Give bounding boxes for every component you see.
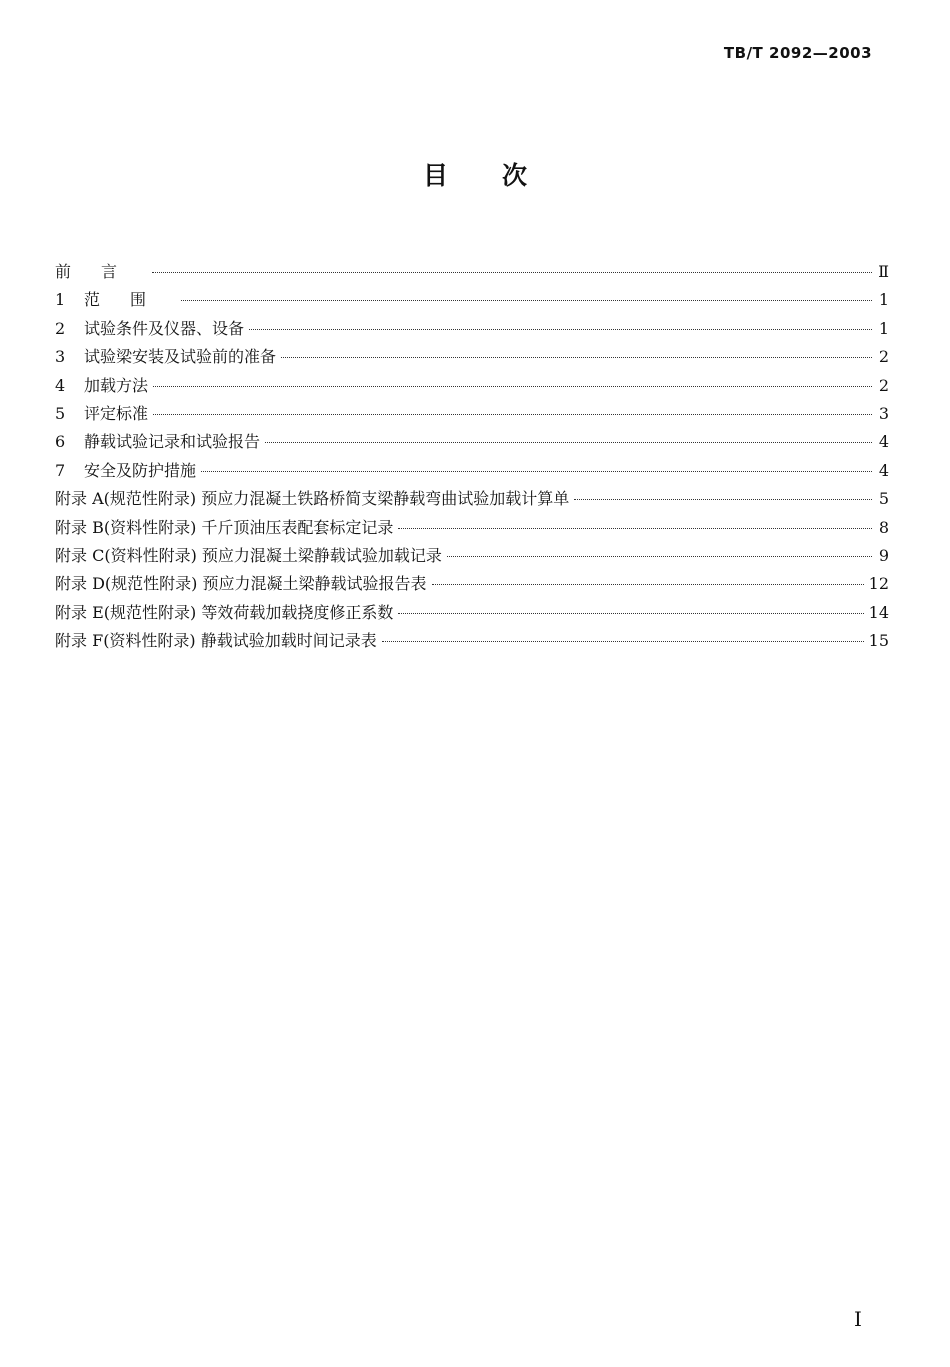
toc-entry-page: 2 <box>878 347 889 367</box>
toc-entry[interactable] <box>55 315 889 343</box>
toc-entry[interactable] <box>55 258 889 286</box>
toc-dot-leader <box>153 386 872 387</box>
toc-dot-leader <box>201 471 872 472</box>
toc-entry-page: 4 <box>878 460 889 480</box>
toc-dot-leader <box>281 357 872 358</box>
toc-entry-title: 前言 <box>55 262 148 281</box>
toc-entry-page: 1 <box>878 318 889 338</box>
toc-entry[interactable] <box>55 542 889 570</box>
toc-entry-page: 12 <box>868 574 889 594</box>
toc-dot-leader <box>398 613 863 614</box>
toc-entry-title: 附录 D(规范性附录) 预应力混凝土梁静载试验报告表 <box>55 574 427 594</box>
toc-dot-leader <box>265 442 872 443</box>
toc-title-char-2: 次 <box>502 161 528 190</box>
page-number: I <box>854 1307 862 1331</box>
toc-entry-title: 附录 F(资料性附录) 静载试验加载时间记录表 <box>55 631 377 651</box>
toc-list <box>55 258 889 655</box>
toc-dot-leader <box>153 414 872 415</box>
toc-dot-leader <box>432 584 864 585</box>
toc-entry-title: 附录 E(规范性附录) 等效荷载加载挠度修正系数 <box>55 602 394 622</box>
toc-entry-title: 静载试验记录和试验报告 <box>84 432 261 452</box>
toc-entry[interactable] <box>55 627 889 655</box>
toc-dot-leader <box>382 641 864 642</box>
toc-entry-title: 附录 B(资料性附录) 千斤顶油压表配套标定记录 <box>55 517 394 537</box>
toc-entry-title: 附录 A(规范性附录) 预应力混凝土铁路桥简支梁静载弯曲试验加载计算单 <box>55 489 570 509</box>
toc-entry[interactable] <box>55 372 889 400</box>
toc-entry-page: 14 <box>868 602 889 622</box>
toc-dot-leader <box>181 300 872 301</box>
toc-entry-number: 4 <box>55 375 66 395</box>
toc-dot-leader <box>152 272 872 273</box>
toc-entry[interactable] <box>55 514 889 542</box>
toc-title-char-1: 目 <box>422 161 448 190</box>
toc-entry-page: 8 <box>878 517 889 537</box>
standard-code: TB/T 2092—2003 <box>723 44 872 62</box>
toc-entry-page: 2 <box>878 375 889 395</box>
toc-entry-page: 15 <box>868 631 889 651</box>
toc-dot-leader <box>398 528 872 529</box>
toc-entry[interactable] <box>55 599 889 627</box>
toc-entry-page: 3 <box>878 403 889 423</box>
toc-entry-title: 评定标准 <box>84 403 149 423</box>
toc-dot-leader <box>447 556 872 557</box>
toc-entry-page: 9 <box>878 545 889 565</box>
toc-entry-number: 7 <box>55 460 66 480</box>
toc-dot-leader <box>574 499 872 500</box>
toc-entry[interactable] <box>55 485 889 513</box>
toc-entry-title: 范围 <box>84 290 177 310</box>
toc-entry[interactable] <box>55 286 889 314</box>
toc-dot-leader <box>249 329 872 330</box>
toc-entry-page: Ⅱ <box>878 262 889 281</box>
toc-entry[interactable] <box>55 428 889 456</box>
toc-entry-title: 加载方法 <box>84 375 149 395</box>
toc-entry[interactable] <box>55 343 889 371</box>
toc-entry-title: 附录 C(资料性附录) 预应力混凝土梁静载试验加载记录 <box>55 545 442 565</box>
toc-entry-title: 试验条件及仪器、设备 <box>84 318 245 338</box>
toc-entry-page: 1 <box>878 290 889 310</box>
toc-entry-page: 4 <box>878 432 889 452</box>
toc-entry-title: 安全及防护措施 <box>84 460 197 480</box>
toc-entry-page: 5 <box>878 489 889 509</box>
toc-entry[interactable] <box>55 457 889 485</box>
toc-entry[interactable] <box>55 570 889 598</box>
toc-entry[interactable] <box>55 400 889 428</box>
toc-entry-number: 2 <box>55 318 66 338</box>
toc-entry-number: 3 <box>55 347 66 367</box>
toc-entry-title: 试验梁安装及试验前的准备 <box>84 347 277 367</box>
toc-entry-number: 5 <box>55 403 66 423</box>
toc-entry-number: 6 <box>55 432 66 452</box>
toc-entry-number: 1 <box>55 290 66 310</box>
toc-title <box>0 156 950 192</box>
